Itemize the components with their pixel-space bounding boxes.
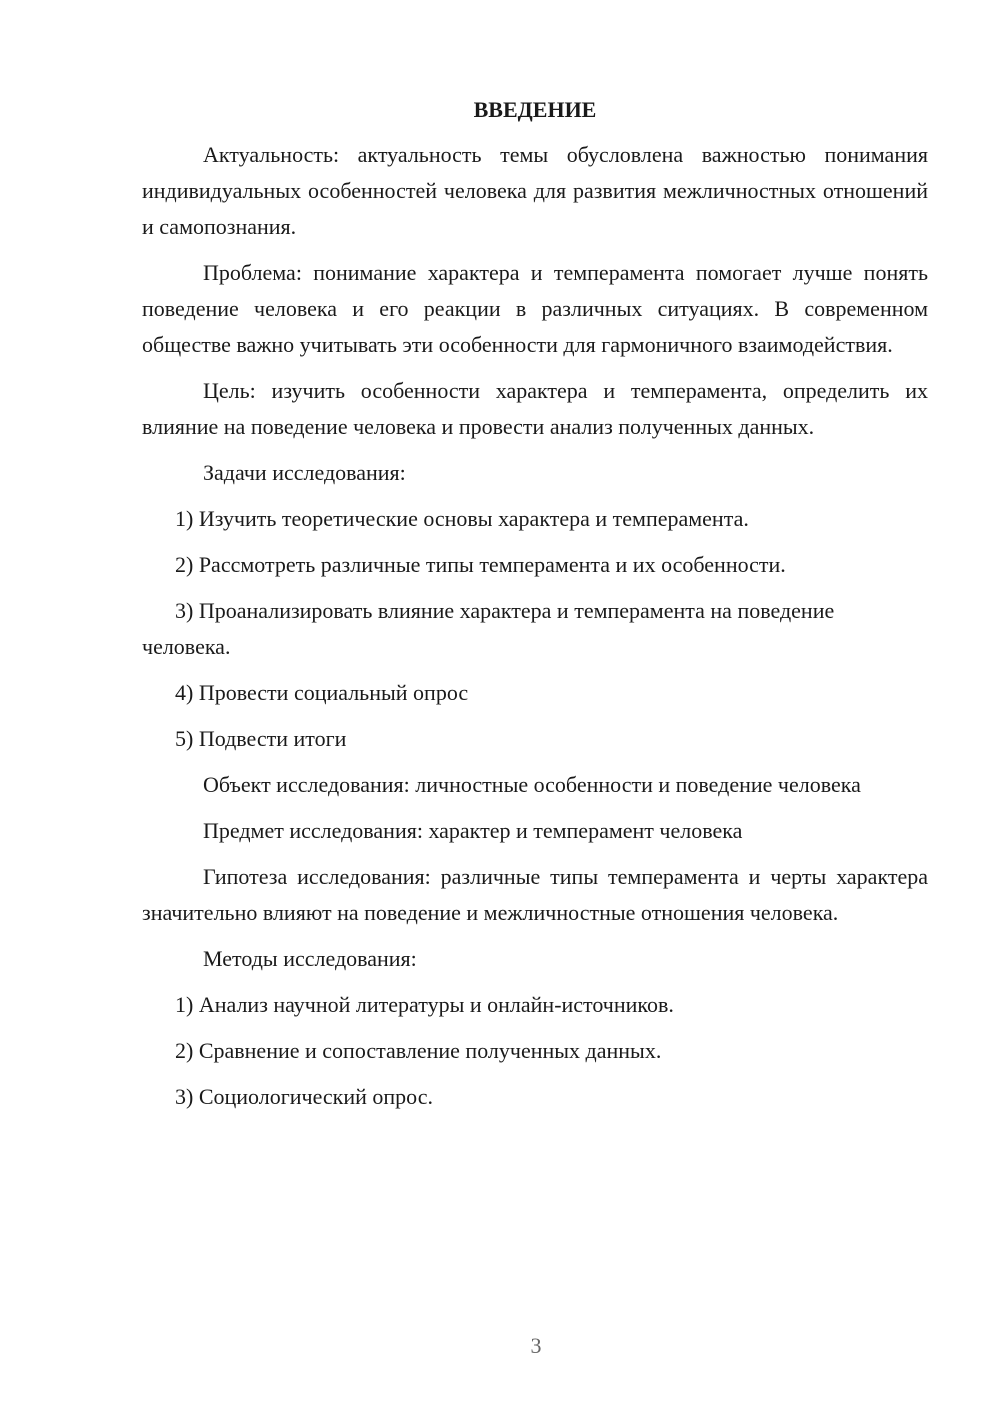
method-item: 2) Сравнение и сопоставление полученных данных. [175,1038,662,1063]
methods-heading: Методы исследования: [203,946,417,971]
method-item: 1) Анализ научной литературы и онлайн-источников. [175,992,674,1017]
document-title: ВВЕДЕНИЕ [473,97,597,122]
task-item: 3) Проанализировать влияние характера и темперамента на поведение человека. [142,598,835,659]
task-item: 2) Рассмотреть различные типы темперамента и их особенности. [175,552,786,577]
object-paragraph: Объект исследования: личностные особенности и поведение человека [203,772,861,797]
method-item: 3) Социологический опрос. [175,1084,433,1109]
task-item: 1) Изучить теоретические основы характера и темперамента. [175,506,749,531]
problem-paragraph: Проблема: понимание характера и темперамента помогает лучше понять поведение человека и его реакции в различных ситуациях. В современном обществе важно учитывать эти особенности для гармоничного взаимодействия. [142,260,928,357]
hypothesis-paragraph: Гипотеза исследования: различные типы темперамента и черты характера значительно влияют на поведение и межличностные отношения человека. [142,864,928,925]
tasks-heading: Задачи исследования: [203,460,406,485]
task-item: 5) Подвести итоги [175,726,347,751]
document-page [142,96,928,1125]
page-number: 3 [530,1333,542,1358]
task-item: 4) Провести социальный опрос [175,680,469,705]
goal-paragraph: Цель: изучить особенности характера и темперамента, определить их влияние на поведение человека и провести анализ полученных данных. [142,378,928,439]
subject-paragraph: Предмет исследования: характер и темперамент человека [203,818,743,843]
relevance-paragraph: Актуальность: актуальность темы обусловлена важностью понимания индивидуальных особенностей человека для развития межличностных отношений и самопознания. [142,142,928,239]
